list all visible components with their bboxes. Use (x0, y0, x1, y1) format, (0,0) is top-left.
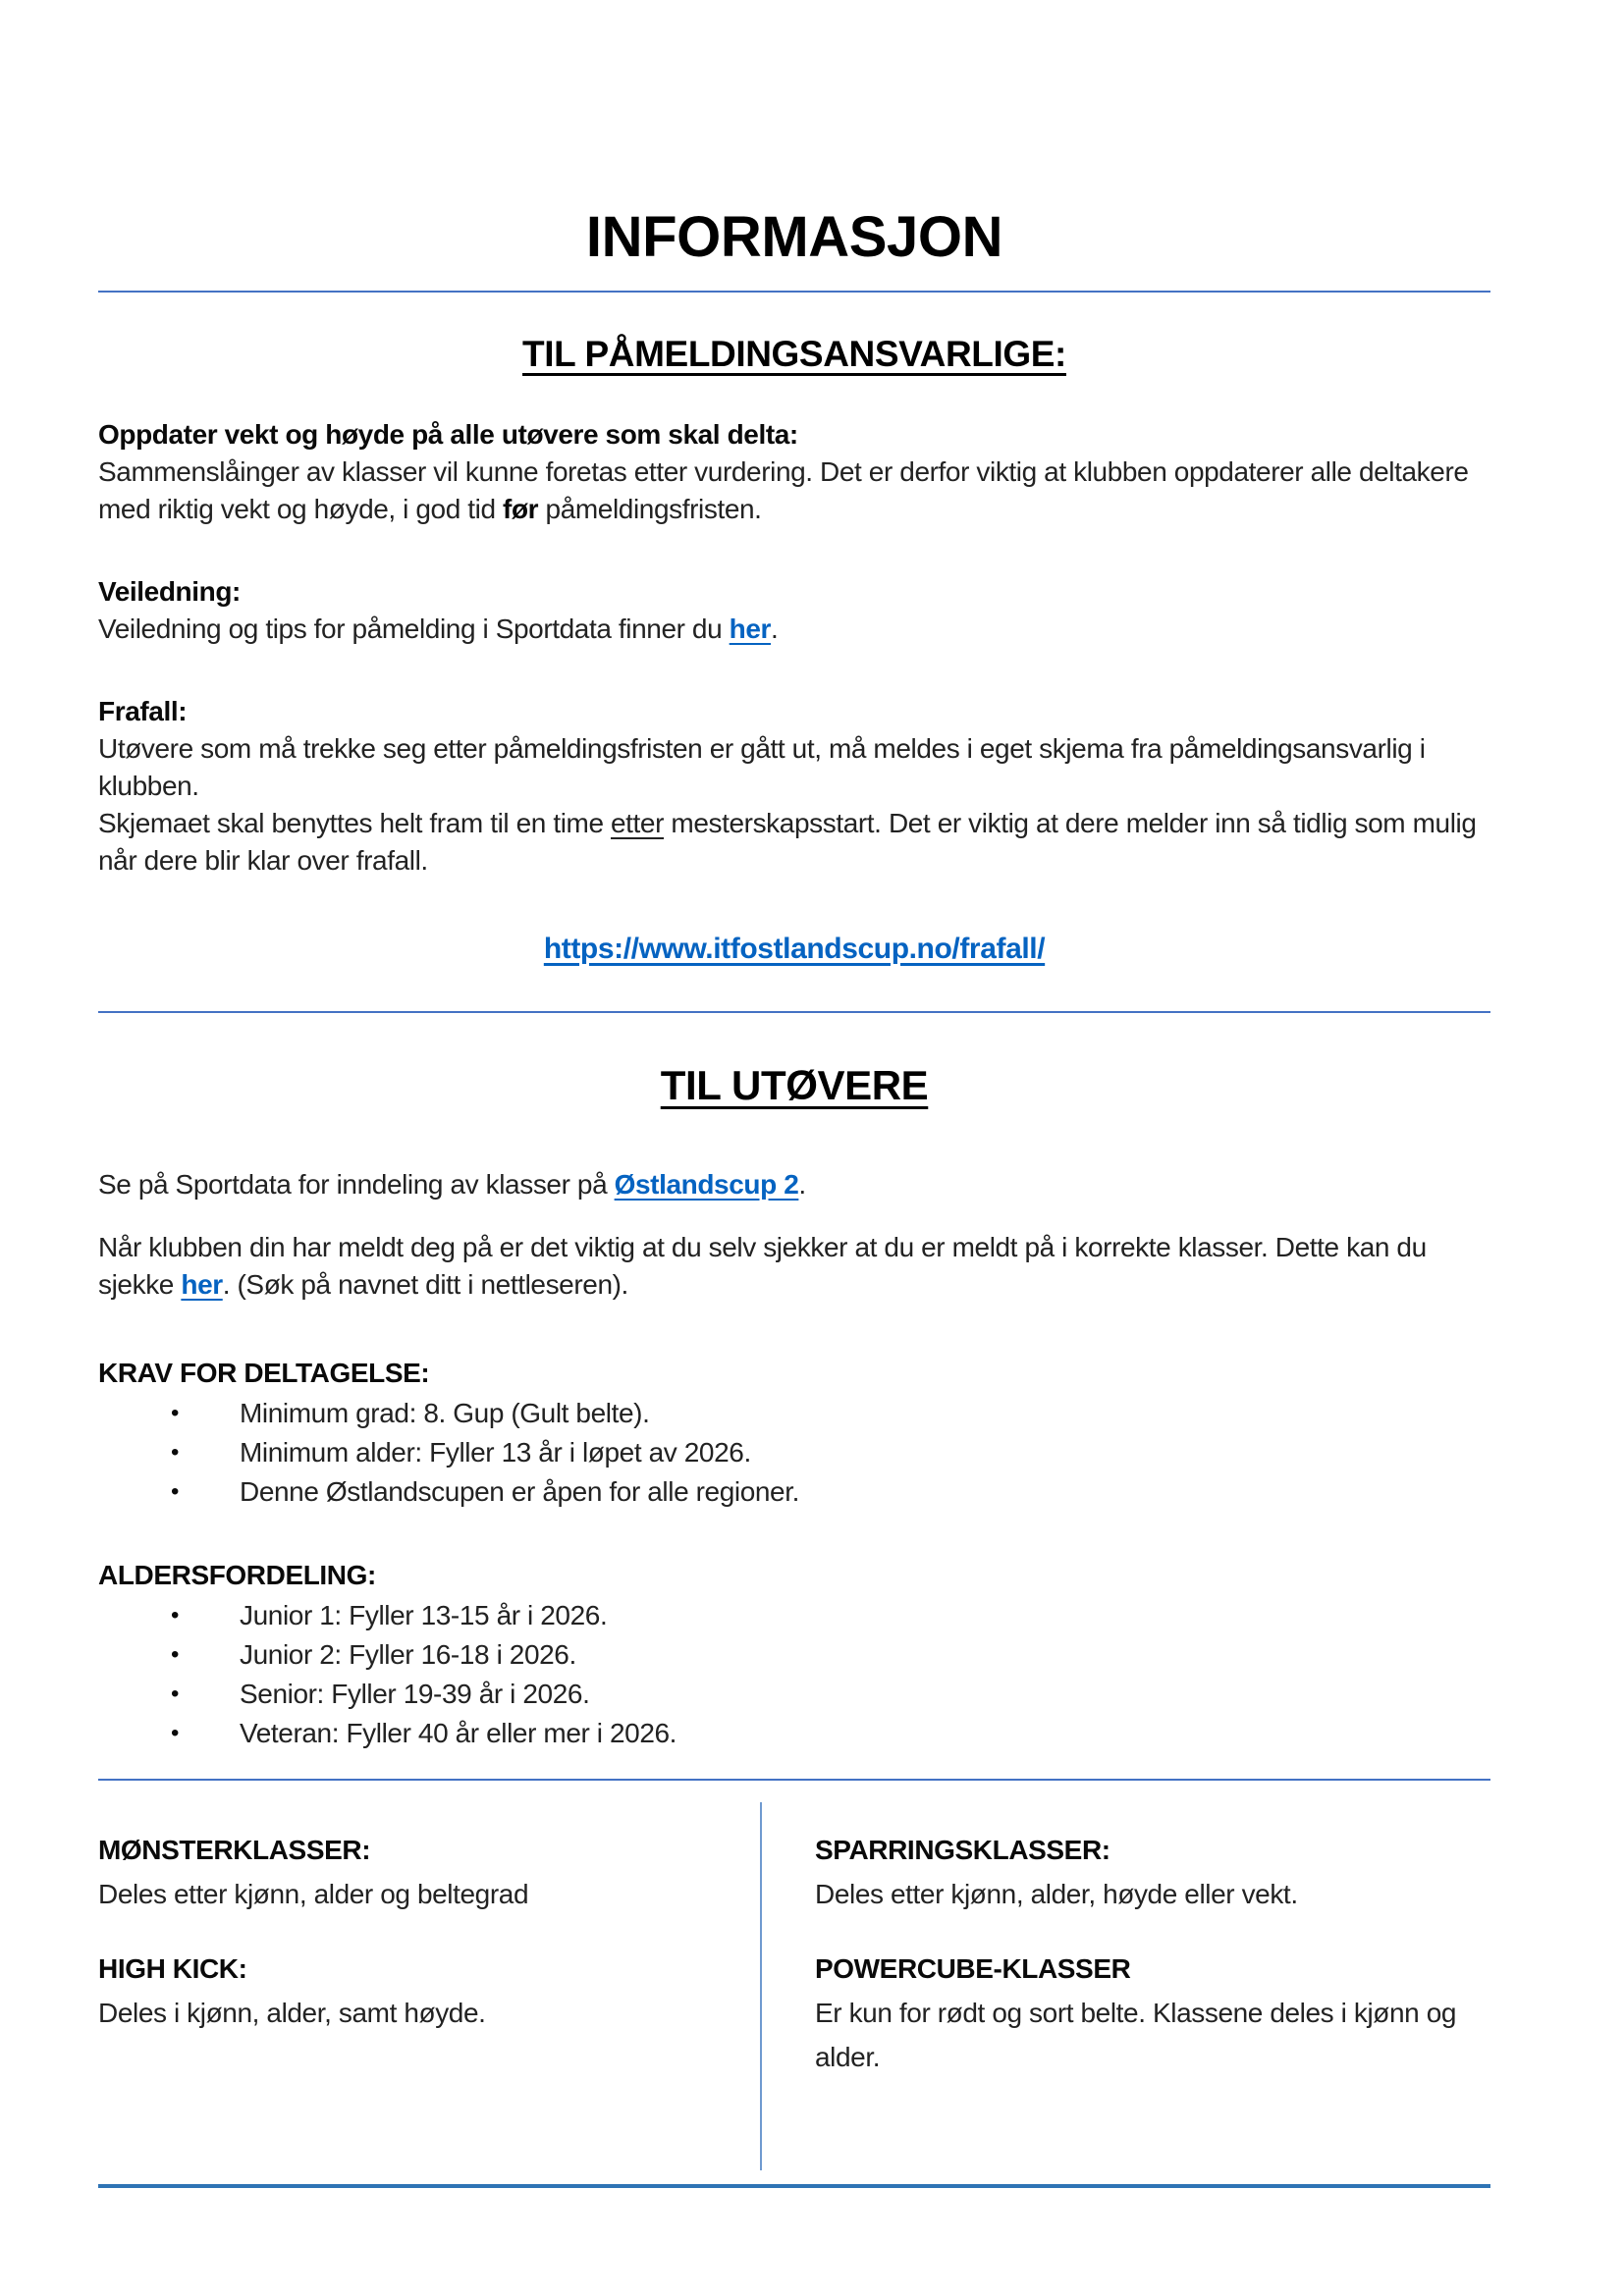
requirements-heading: KRAV FOR DELTAGELSE: (98, 1358, 430, 1388)
withdrawal-paragraph-1: Utøvere som må trekke seg etter påmeldingsfristen er gått ut, må meldes i eget skjema fra påmeldingsansvarlig i klubben. (98, 733, 1426, 801)
high-kick-body: Deles i kjønn, alder, samt høyde. (98, 1998, 486, 2028)
list-item (171, 1675, 1490, 1714)
list-item-text: Junior 2: Fyller 16-18 i 2026. (240, 1639, 576, 1670)
classes-line (98, 1166, 1490, 1203)
age-groups-heading: ALDERSFORDELING: (98, 1560, 376, 1590)
guide-heading: Veiledning: (98, 576, 241, 607)
powercube-heading: POWERCUBE-KLASSER (815, 1953, 1131, 1984)
list-item-text: Minimum alder: Fyller 13 år i løpet av 2026. (240, 1437, 751, 1468)
monsterklasser-block (98, 1828, 721, 1916)
high-kick-block (98, 1947, 721, 2035)
list-item-text: Junior 1: Fyller 13-15 år i 2026. (240, 1600, 608, 1630)
withdrawal-url-link[interactable]: https://www.itfostlandscup.no/frafall/ (543, 933, 1046, 965)
guide-paragraph (98, 611, 1490, 648)
check-her-link[interactable]: her (181, 1269, 223, 1300)
update-weight-block (98, 416, 1490, 528)
paragraph-text: Veiledning og tips for påmelding i Sportdata finner du (98, 614, 730, 644)
sparring-column (762, 1828, 1490, 2170)
withdrawal-paragraph-2 (98, 805, 1490, 880)
bullet-icon: • (171, 1478, 180, 1505)
bullet-icon: • (171, 1641, 180, 1668)
withdrawal-link-row (98, 931, 1490, 968)
bullet-icon: • (171, 1400, 180, 1426)
bullet-icon: • (171, 1439, 180, 1466)
sparringsklasser-body: Deles etter kjønn, alder, høyde eller vekt. (815, 1879, 1298, 1909)
underlined-text: etter (611, 808, 665, 838)
paragraph-text: Når klubben din har meldt deg på er det viktig at du selv sjekker at du er meldt på i korrekte klasser. Dette kan du sjekke (98, 1232, 1427, 1300)
powercube-block (815, 1947, 1490, 2079)
paragraph-text: mesterskapsstart. Det er viktig at dere melder inn så tidlig som mulig når dere blir klar over frafall. (98, 808, 1477, 876)
paragraph-text: påmeldingsfristen. (538, 494, 762, 524)
paragraph-text: Skjemaet skal benyttes helt fram til en time (98, 808, 611, 838)
monsterklasser-heading: MØNSTERKLASSER: (98, 1835, 371, 1865)
bullet-icon: • (171, 1681, 180, 1707)
withdrawal-block (98, 693, 1490, 880)
sparringsklasser-block (815, 1828, 1490, 1916)
list-item (171, 1433, 1490, 1472)
list-item-text: Veteran: Fyller 40 år eller mer i 2026. (240, 1718, 677, 1748)
bottom-divider (98, 2184, 1490, 2188)
high-kick-heading: HIGH KICK: (98, 1953, 247, 1984)
paragraph-text: . (798, 1169, 806, 1200)
list-item (171, 1596, 1490, 1635)
list-item-text: Denne Østlandscupen er åpen for alle regioner. (240, 1476, 799, 1507)
list-item (171, 1394, 1490, 1433)
guide-block (98, 573, 1490, 648)
age-groups-list (98, 1596, 1490, 1753)
bold-text: før (503, 494, 539, 524)
requirements-list (98, 1394, 1490, 1512)
update-weight-paragraph (98, 454, 1490, 528)
paragraph-text: Se på Sportdata for inndeling av klasser på (98, 1169, 615, 1200)
list-item-text: Minimum grad: 8. Gup (Gult belte). (240, 1398, 650, 1428)
class-columns (98, 1781, 1490, 2170)
document-title: INFORMASJON (585, 205, 1003, 269)
requirements-block (98, 1355, 1490, 1512)
ostlandscup-2-link[interactable]: Østlandscup 2 (614, 1169, 799, 1200)
monsterklasser-body: Deles etter kjønn, alder og beltegrad (98, 1879, 529, 1909)
list-item-text: Senior: Fyller 19-39 år i 2026. (240, 1679, 590, 1709)
update-weight-heading: Oppdater vekt og høyde på alle utøvere som skal delta: (98, 419, 798, 450)
powercube-body: Er kun for rødt og sort belte. Klassene deles i kjønn og alder. (815, 1998, 1457, 2072)
check-registration-line (98, 1229, 1490, 1304)
paragraph-text: . (Søk på navnet ditt i nettleseren). (222, 1269, 628, 1300)
section-divider (98, 1011, 1490, 1013)
age-groups-block (98, 1557, 1490, 1753)
bullet-icon: • (171, 1602, 180, 1629)
paragraph-text: . (771, 614, 779, 644)
bullet-icon: • (171, 1720, 180, 1746)
registration-section-heading: TIL PÅMELDINGSANSVARLIGE: (522, 334, 1066, 374)
list-item (171, 1472, 1490, 1512)
athletes-section-heading: TIL UTØVERE (660, 1062, 929, 1108)
withdrawal-heading: Frafall: (98, 696, 188, 726)
pattern-column (98, 1828, 760, 2170)
sparringsklasser-heading: SPARRINGSKLASSER: (815, 1835, 1110, 1865)
list-item (171, 1714, 1490, 1753)
paragraph-text: Sammenslåinger av klasser vil kunne foretas etter vurdering. Det er derfor viktig at klubben oppdaterer alle deltakere med riktig vekt og høyde, i god tid (98, 456, 1469, 524)
title-divider (98, 291, 1490, 293)
guide-her-link[interactable]: her (729, 614, 772, 644)
list-item (171, 1635, 1490, 1675)
